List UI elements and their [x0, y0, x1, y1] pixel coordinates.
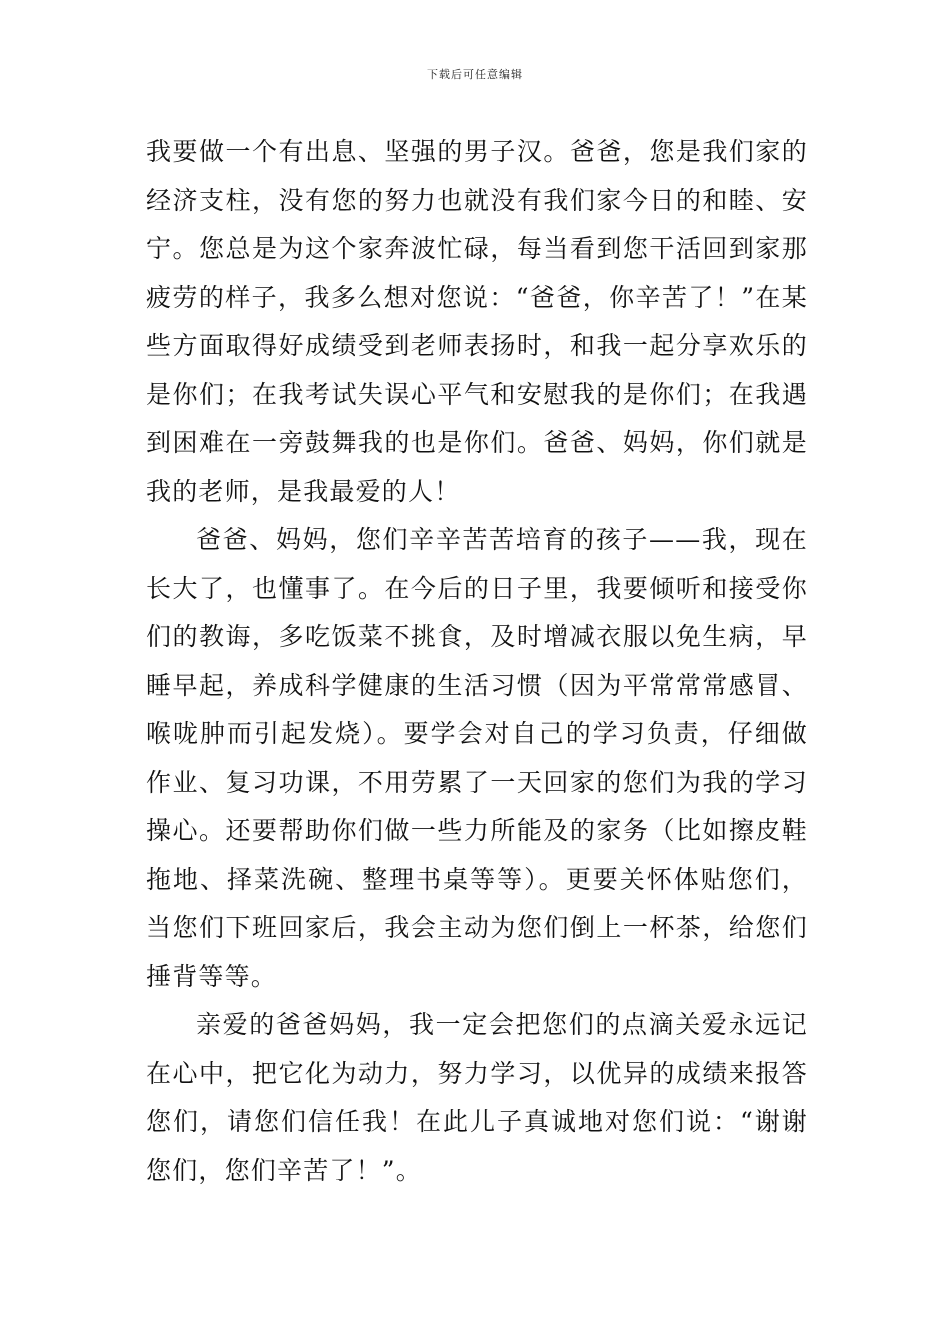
paragraph-1: 我要做一个有出息、坚强的男子汉。爸爸，您是我们家的经济支柱，没有您的努力也就没有我们家今日的和睦、安宁。您总是为这个家奔波忙碌，每当看到您干活回到家那疲劳的样子，我多么想对您说：“爸爸，你辛苦了！”在某些方面取得好成绩受到老师表扬时，和我一起分享欢乐的是你们；在我考试失误心平气和安慰我的是你们；在我遇到困难在一旁鼓舞我的也是你们。爸爸、妈妈，你们就是我的老师，是我最爱的人！ — [146, 137, 808, 506]
document-body — [146, 128, 808, 1195]
page-header: 下载后可任意编辑 — [427, 68, 523, 81]
paragraph-3: 亲爱的爸爸妈妈，我一定会把您们的点滴关爱永远记在心中，把它化为动力，努力学习，以优异的成绩来报答您们，请您们信任我！在此儿子真诚地对您们说：“谢谢您们，您们辛苦了！”。 — [146, 1010, 808, 1185]
paragraph-2: 爸爸、妈妈，您们辛辛苦苦培育的孩子——我，现在长大了，也懂事了。在今后的日子里，我要倾听和接受你们的教诲，多吃饭菜不挑食，及时增减衣服以免生病，早睡早起，养成科学健康的生活习惯（因为平常常常感冒、喉咙肿而引起发烧）。要学会对自己的学习负责，仔细做作业、复习功课，不用劳累了一天回家的您们为我的学习操心。还要帮助你们做一些力所能及的家务（比如擦皮鞋拖地、择菜洗碗、整理书桌等等）。更要关怀体贴您们，当您们下班回家后，我会主动为您们倒上一杯茶，给您们捶背等等。 — [146, 525, 808, 991]
